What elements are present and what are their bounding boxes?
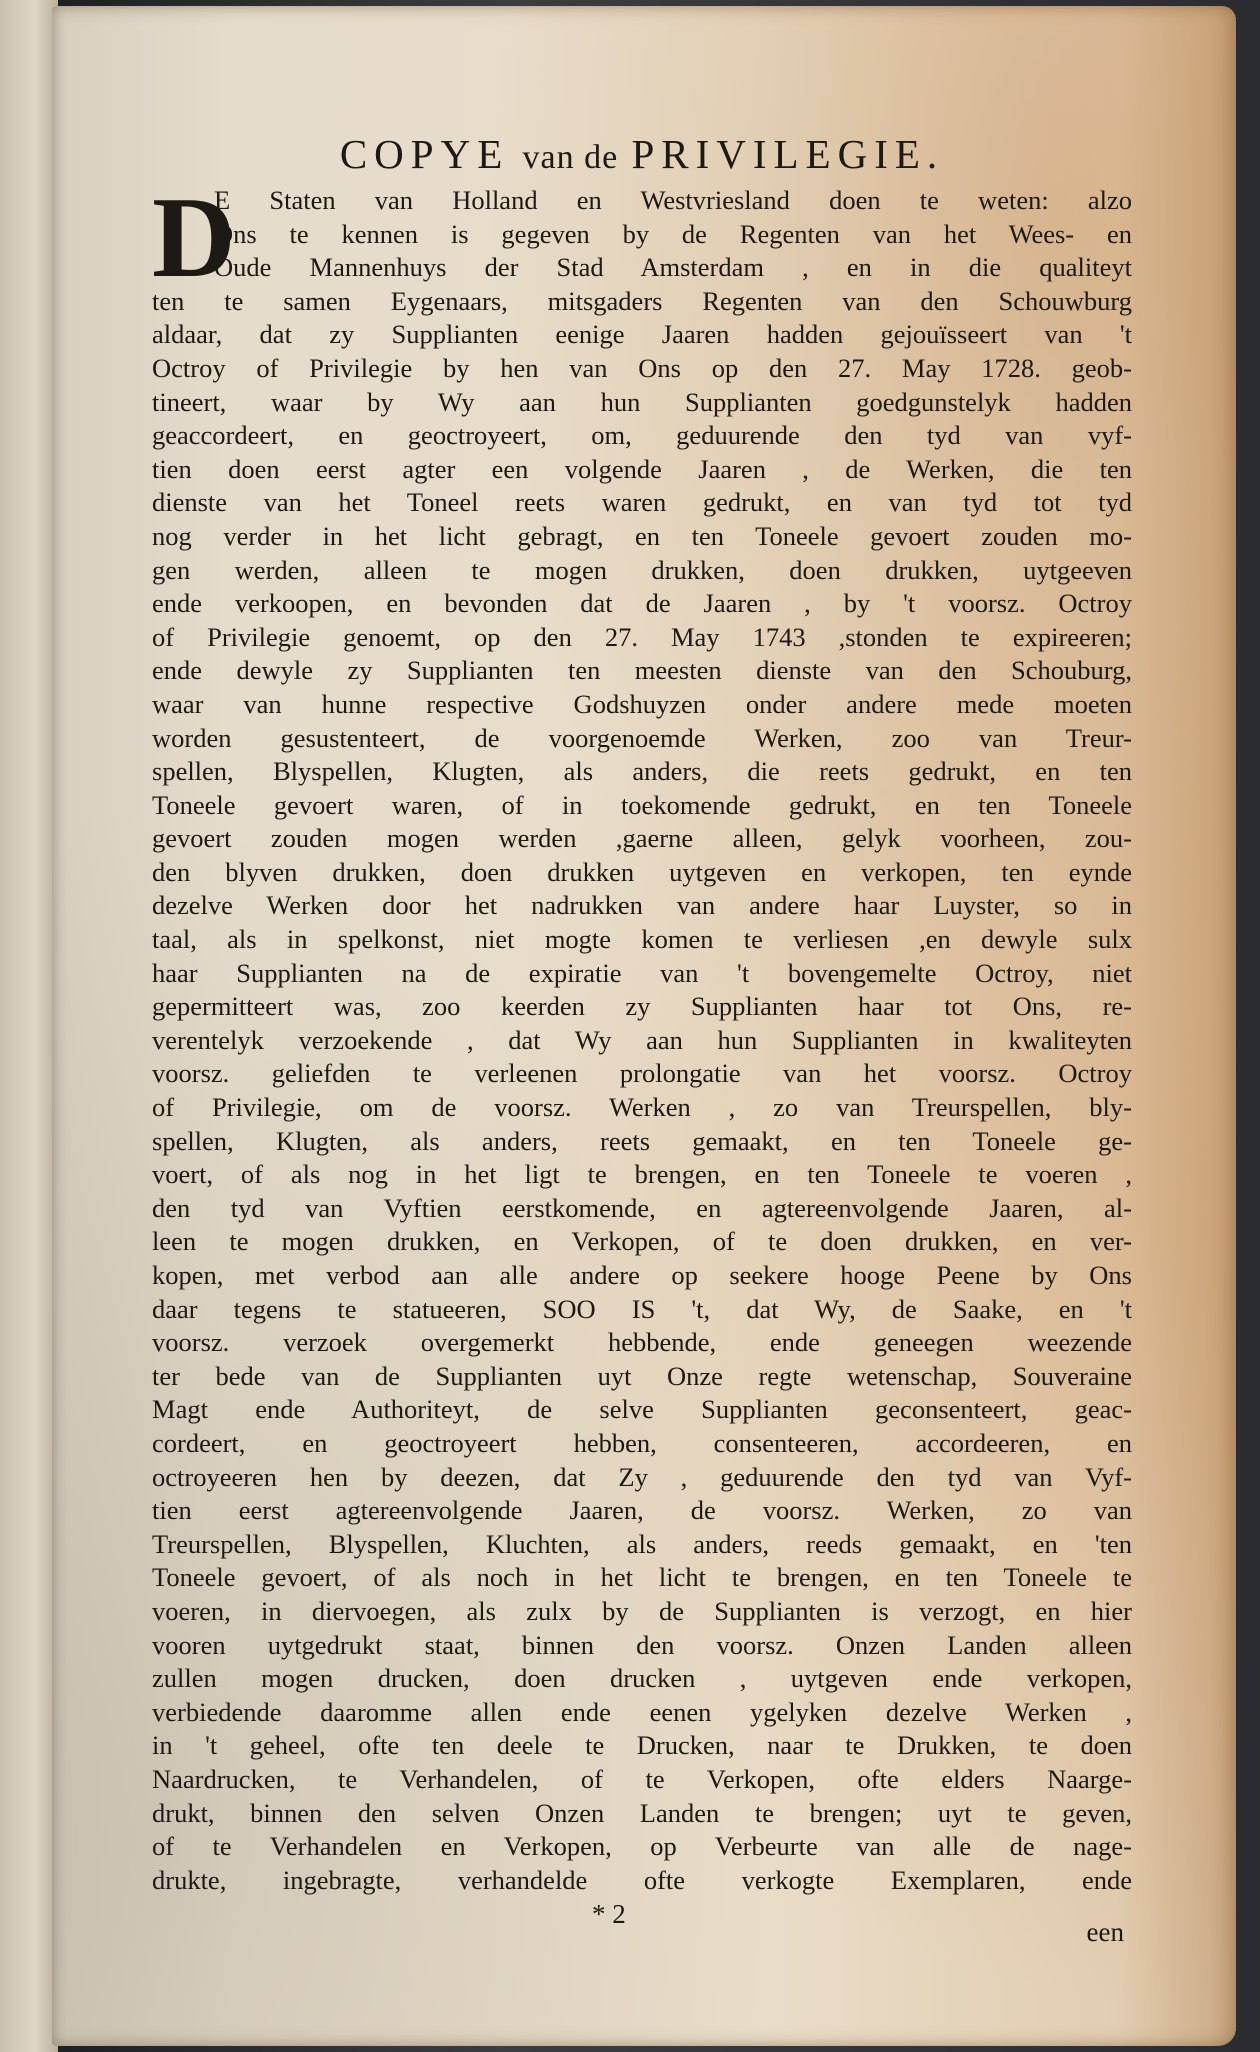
text-line: tien doen eerst agter een volgende Jaaren , de Werken, die ten (152, 453, 1132, 484)
title-part-vande: van de (522, 139, 619, 176)
text-line: kopen, met verbod aan alle andere op seekere hooge Peene by Ons (152, 1260, 1132, 1290)
title-part-privilegie: PRIVILEGIE. (631, 131, 945, 177)
text-line: worden gesustenteert, de voorgenoemde Werken, zoo van Treur- (152, 722, 1132, 753)
text-line: den blyven drukken, doen drukken uytgeven en verkopen, ten eynde (152, 856, 1132, 887)
text-line: vooren uytgedrukt staat, binnen den voorsz. Onzen Landen alleen (152, 1629, 1132, 1660)
text-line: E Staten van Holland en Westvriesland doen te weten: alzo (214, 185, 1132, 215)
text-line: spellen, Blyspellen, Klugten, als anders, die reets gedrukt, en ten (152, 756, 1132, 787)
text-line: gen werden, alleen te mogen drukken, doen drukken, uytgeeven (152, 554, 1132, 585)
text-line: Octroy of Privilegie by hen van Ons op den 27. May 1728. geob- (152, 352, 1132, 383)
text-line: waar van hunne respective Godshuyzen onder andere mede moeten (152, 688, 1132, 719)
signature-mark: * 2 (592, 1899, 626, 1930)
text-line: verbiedende daaromme allen ende eenen ygelyken dezelve Werken , (152, 1696, 1132, 1727)
text-line: octroyeeren hen by deezen, dat Zy , geduurende den tyd van Vyf- (152, 1461, 1132, 1492)
text-line: gepermitteert was, zoo keerden zy Supplianten haar tot Ons, re- (152, 991, 1132, 1022)
text-line: voert, of als nog in het ligt te brengen, en ten Toneele te voeren , (152, 1159, 1132, 1190)
text-line: haar Supplianten na de expiratie van 't bovengemelte Octroy, niet (152, 957, 1132, 988)
adjacent-page-edge (0, 0, 58, 2052)
page-footer (152, 1899, 1132, 1948)
text-line: den tyd van Vyftien eerstkomende, en agtereenvolgende Jaaren, al- (152, 1192, 1132, 1223)
text-line: verentelyk verzoekende , dat Wy aan hun Supplianten in kwaliteyten (152, 1024, 1132, 1055)
privilege-text (152, 174, 1132, 1897)
text-line: ende dewyle zy Supplianten ten meesten dienste van den Schouburg, (152, 655, 1132, 686)
document-page (52, 6, 1236, 2046)
text-line: Magt ende Authoriteyt, de selve Supplianten geconsenteert, geac- (152, 1394, 1132, 1425)
text-line: nog verder in het licht gebragt, en ten Toneele gevoert zouden mo- (152, 520, 1132, 551)
text-line: voorsz. verzoek overgemerkt hebbende, ende geneegen weezende (152, 1327, 1132, 1358)
text-line: Oude Mannenhuys der Stad Amsterdam , en in die qualiteyt (214, 252, 1132, 283)
drop-cap: D (152, 174, 236, 302)
text-line: tineert, waar by Wy aan hun Supplianten goedgunstelyk hadden (152, 386, 1132, 417)
text-line: ende verkoopen, en bevonden dat de Jaaren , by 't voorsz. Octroy (152, 588, 1132, 619)
text-line: tien eerst agtereenvolgende Jaaren, de voorsz. Werken, zo van (152, 1495, 1132, 1526)
text-line: voeren, in diervoegen, als zulx by de Supplianten is verzogt, en hier (152, 1595, 1132, 1626)
text-line: drukte, ingebragte, verhandelde ofte verkogte Exemplaren, ende (152, 1864, 1132, 1895)
text-line: geaccordeert, en geoctroyeert, om, geduurende den tyd van vyf- (152, 420, 1132, 451)
text-line: Naardrucken, te Verhandelen, of te Verkopen, ofte elders Naarge- (152, 1763, 1132, 1794)
page-title (152, 130, 1132, 178)
text-line: aldaar, dat zy Supplianten eenige Jaaren hadden gejouïsseert van 't (152, 319, 1132, 350)
text-line: leen te mogen drukken, en Verkopen, of te doen drukken, en ver- (152, 1226, 1132, 1257)
text-line: ter bede van de Supplianten uyt Onze regte wetenschap, Souveraine (152, 1360, 1132, 1391)
text-line: Toneele gevoert, of als noch in het licht te brengen, en ten Toneele te (152, 1562, 1132, 1593)
text-line: zullen mogen drucken, doen drucken , uytgeven ende verkopen, (152, 1663, 1132, 1694)
text-line: of te Verhandelen en Verkopen, op Verbeurte van alle de nage- (152, 1831, 1132, 1862)
text-line: of Privilegie, om de voorsz. Werken , zo van Treurspellen, bly- (152, 1092, 1132, 1123)
text-line: Treurspellen, Blyspellen, Kluchten, als anders, reeds gemaakt, en 'ten (152, 1528, 1132, 1559)
text-line: voorsz. geliefden te verleenen prolongatie van het voorsz. Octroy (152, 1058, 1132, 1089)
text-line: cordeert, en geoctroyeert hebben, consenteeren, accordeeren, en (152, 1427, 1132, 1458)
text-line: taal, als in spelkonst, niet mogte komen te verliesen ,en dewyle sulx (152, 924, 1132, 955)
text-line: of Privilegie genoemt, op den 27. May 1743 ,stonden te expireeren; (152, 621, 1132, 652)
text-line: Ons te kennen is gegeven by de Regenten van het Wees- en (214, 218, 1132, 249)
text-line: daar tegens te statueeren, SOO IS 't, dat Wy, de Saake, en 't (152, 1293, 1132, 1324)
text-line: ten te samen Eygenaars, mitsgaders Regenten van den Schouwburg (152, 285, 1132, 316)
text-line: dezelve Werken door het nadrukken van andere haar Luyster, so in (152, 890, 1132, 921)
text-line: Toneele gevoert waren, of in toekomende gedrukt, en ten Toneele (152, 789, 1132, 820)
title-part-copye: COPYE (339, 131, 510, 177)
text-line: dienste van het Toneel reets waren gedrukt, en van tyd tot tyd (152, 487, 1132, 518)
text-line: gevoert zouden mogen werden ,gaerne alleen, gelyk voorheen, zou- (152, 823, 1132, 854)
catchword: een (1086, 1917, 1124, 1948)
text-line: spellen, Klugten, als anders, reets gemaakt, en ten Toneele ge- (152, 1125, 1132, 1156)
text-line: in 't geheel, ofte ten deele te Drucken, naar te Drukken, te doen (152, 1730, 1132, 1761)
text-line: drukt, binnen den selven Onzen Landen te brengen; uyt te geven, (152, 1797, 1132, 1828)
page-text-block (152, 130, 1132, 1948)
